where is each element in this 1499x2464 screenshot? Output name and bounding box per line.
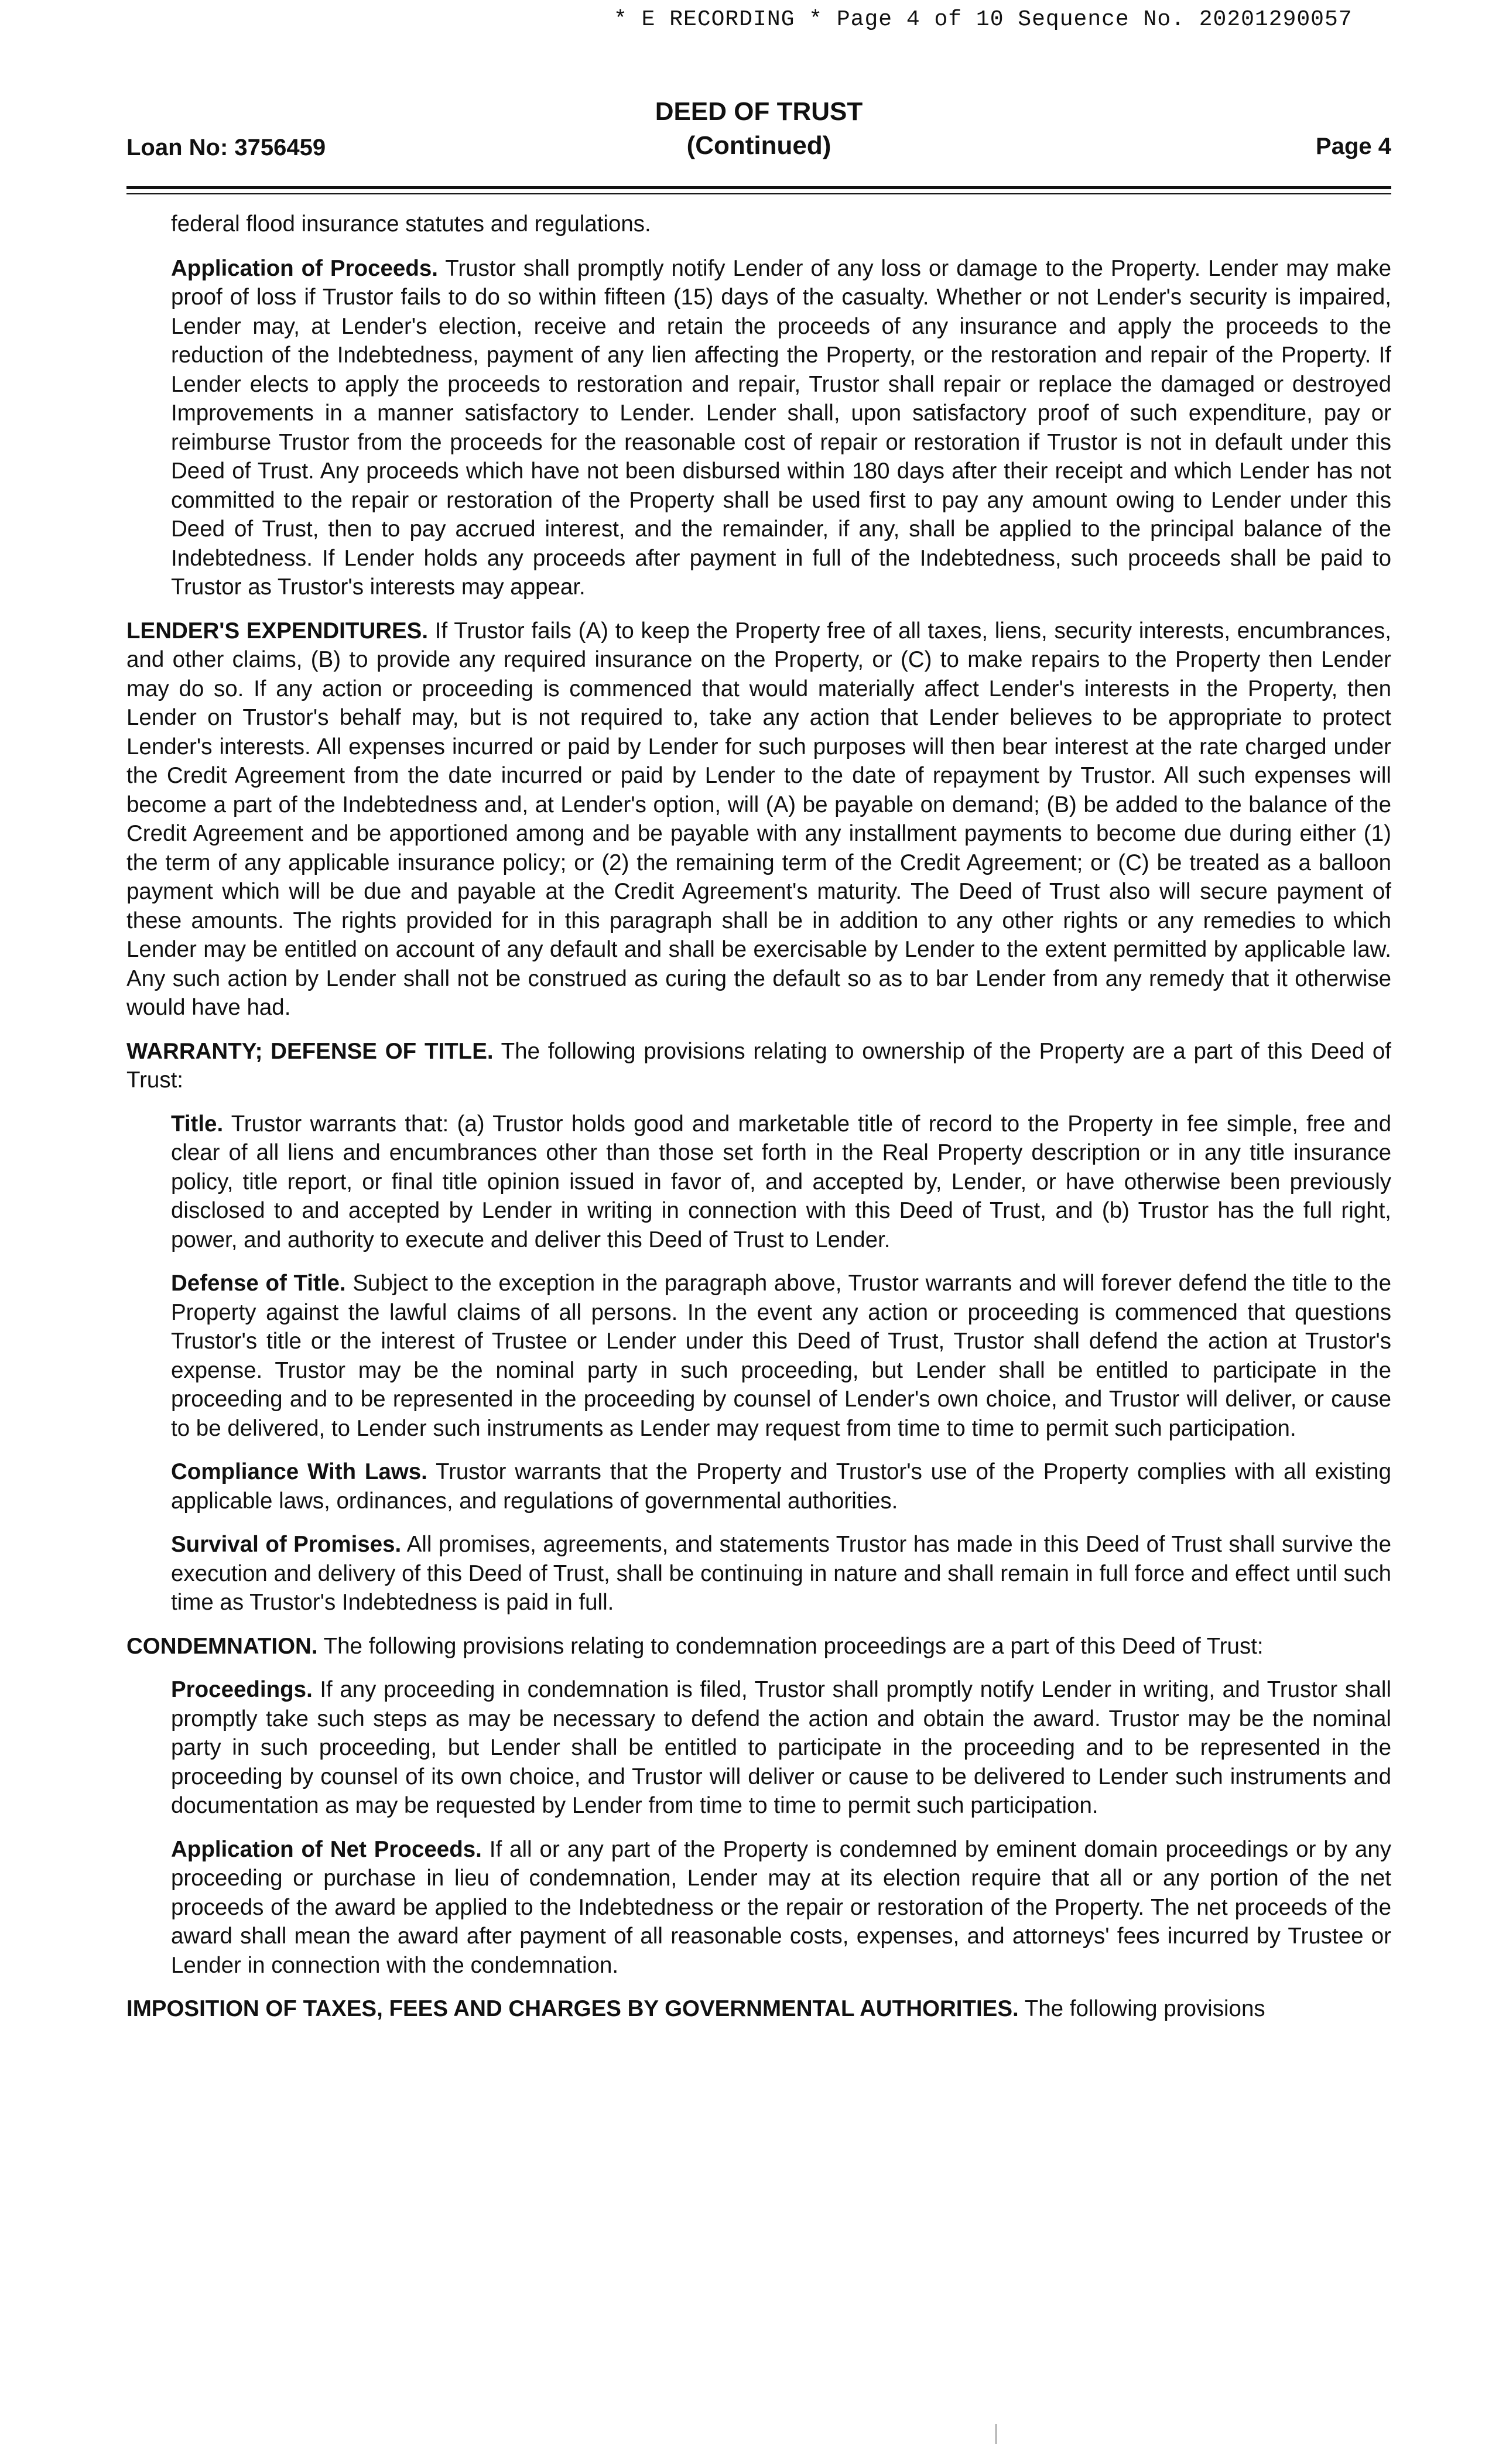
loan-number: Loan No: 3756459: [126, 135, 326, 160]
paragraph-text: federal flood insurance statutes and regulations.: [171, 211, 651, 237]
paragraph-title: [171, 1110, 1391, 1255]
paragraph-heading: Title.: [171, 1111, 224, 1137]
paragraph-heading: Application of Proceeds.: [171, 255, 438, 281]
paragraph-heading: Application of Net Proceeds.: [171, 1836, 482, 1862]
page-number: Page 4: [1316, 134, 1391, 159]
paragraph-text: If any proceeding in condemnation is filed, Trustor shall promptly notify Lender in writing, and Trustor shall promptly take such steps as may be necessary to defend the action and obtain the award. Trustor may be the nominal party in such proceeding, but Lender shall be entitled to participate in the proceeding and to be represented in the proceeding by counsel of its own choice, and Trustor will deliver or cause to be delivered to Lender such instruments and documentation as may be requested by Lender from time to time to permit such participation.: [171, 1677, 1391, 1818]
paragraph-text: The following provisions relating to ownership of the Property are a part of this Deed of Trust:: [126, 1038, 1391, 1093]
paragraph-warranty-defense-of-title: [126, 1037, 1391, 1095]
document-subtitle: (Continued): [686, 131, 831, 160]
document-body: [126, 210, 1391, 2038]
paragraph-application-of-net-proceeds: [171, 1835, 1391, 1980]
paragraph-survival-of-promises: [171, 1530, 1391, 1617]
paragraph-text: All promises, agreements, and statements Trustor has made in this Deed of Trust shall survive the execution and delivery of this Deed of Trust, shall be continuing in nature and shall remain in full force and effect until such time as Trustor's Indebtedness is paid in full.: [171, 1532, 1391, 1615]
recording-stamp: * E RECORDING * Page 4 of 10 Sequence No. 20201290057: [614, 7, 1353, 32]
paragraph-application-of-proceeds: [171, 254, 1391, 602]
paragraph-text: Trustor warrants that: (a) Trustor holds good and marketable title of record to the Property in fee simple, free and clear of all liens and encumbrances other than those set forth in the Real Property description or in any title insurance policy, title report, or final title opinion issued in favor of, and accepted by, Lender, or have otherwise been previously disclosed to and accepted by Lender in writing in connection with this Deed of Trust, and (b) Trustor has the full right, power, and authority to execute and deliver this Deed of Trust to Lender.: [171, 1111, 1391, 1252]
paragraph-lenders-expenditures: [126, 617, 1391, 1022]
paragraph-text: Subject to the exception in the paragraph above, Trustor warrants and will forever defend the title to the Property against the lawful claims of all persons. In the event any action or proceeding is commenced that questions Trustor's title or the interest of Trustee or Lender under this Deed of Trust, Trustor shall defend the action at Trustor's expense. Trustor may be the nominal party in such proceeding, but Lender shall be entitled to participate in the proceeding and to be represented in the proceeding by counsel of Lender's own choice, and Trustor will deliver, or cause to be delivered, to Lender such instruments as Lender may request from time to time to permit such participation.: [171, 1271, 1391, 1441]
paragraph-heading: Compliance With Laws.: [171, 1459, 427, 1484]
paragraph-text: The following provisions relating to condemnation proceedings are a part of this Deed of Trust:: [323, 1633, 1264, 1659]
paragraph-text: Trustor shall promptly notify Lender of any loss or damage to the Property. Lender may make proof of loss if Trustor fails to do so within fifteen (15) days of the casualty. Whether or not Lender's security is impaired, Lender may, at Lender's election, receive and retain the proceeds of any insurance and apply the proceeds to the reduction of the Indebtedness, payment of any lien affecting the Property, or the restoration and repair of the Property. If Lender elects to apply the proceeds to restoration and repair, Trustor shall repair or replace the damaged or destroyed Improvements in a manner satisfactory to Lender. Lender shall, upon satisfactory proof of such expenditure, pay or reimburse Trustor from the proceeds for the reasonable cost of repair or restoration if Trustor is not in default under this Deed of Trust. Any proceeds which have not been disbursed within 180 days after their receipt and which Lender has not committed to the repair or restoration of the Property shall be used first to pay any amount owing to Lender under this Deed of Trust, then to pay accrued interest, and the remainder, if any, shall be applied to the principal balance of the Indebtedness. If Lender holds any proceeds after payment in full of the Indebtedness, such proceeds shall be paid to Trustor as Trustor's interests may appear.: [171, 255, 1391, 600]
scan-mark: [995, 2424, 997, 2444]
paragraph-text: If all or any part of the Property is condemned by eminent domain proceedings or by any proceeding or purchase in lieu of condemnation, Lender may at its election require that all or any portion of the net proceeds of the award be applied to the Indebtedness or the repair or restoration of the Property. The net proceeds of the award shall mean the award after payment of all reasonable costs, expenses, and attorneys' fees incurred by Trustee or Lender in connection with the condemnation.: [171, 1836, 1391, 1978]
document-header: [126, 95, 1391, 171]
section-heading: CONDEMNATION.: [126, 1633, 318, 1659]
header-rule-thin: [126, 193, 1391, 194]
paragraph-heading: Defense of Title.: [171, 1271, 346, 1296]
paragraph-text: The following provisions: [1024, 1996, 1265, 2021]
paragraph-defense-of-title: [171, 1269, 1391, 1443]
paragraph-heading: Survival of Promises.: [171, 1532, 402, 1557]
document-title: DEED OF TRUST: [655, 97, 863, 126]
paragraph-imposition-of-taxes: [126, 1994, 1391, 2024]
paragraph-proceedings: [171, 1675, 1391, 1820]
paragraph-text: Trustor warrants that the Property and Trustor's use of the Property complies with all existing applicable laws, ordinances, and regulations of governmental authorities.: [171, 1459, 1391, 1514]
section-heading: LENDER'S EXPENDITURES.: [126, 618, 429, 644]
section-heading: WARRANTY; DEFENSE OF TITLE.: [126, 1038, 494, 1064]
header-rule-thick: [126, 186, 1391, 189]
section-heading: IMPOSITION OF TAXES, FEES AND CHARGES BY GOVERNMENTAL AUTHORITIES.: [126, 1996, 1019, 2021]
paragraph-heading: Proceedings.: [171, 1677, 313, 1702]
paragraph-text: If Trustor fails (A) to keep the Property free of all taxes, liens, security interests, encumbrances, and other claims, (B) to provide any required insurance on the Property, or (C) to make repairs to the Property then Lender may do so. If any action or proceeding is commenced that would materially affect Lender's interests in the Property, then Lender on Trustor's behalf may, but is not required to, take any action that Lender believes to be appropriate to protect Lender's interests. All expenses incurred or paid by Lender for such purposes will then bear interest at the rate charged under the Credit Agreement from the date incurred or paid by Lender to the date of repayment by Trustor. All such expenses will become a part of the Indebtedness and, at Lender's option, will (A) be payable on demand; (B) be added to the balance of the Credit Agreement and be apportioned among and be payable with any installment payments to become due during either (1) the term of any applicable insurance policy; or (2) the remaining term of the Credit Agreement; or (C) be treated as a balloon payment which will be due and payable at the Credit Agreement's maturity. The Deed of Trust also will secure payment of these amounts. The rights provided for in this paragraph shall be in addition to any other rights or any remedies to which Lender may be entitled on account of any default and shall be exercisable by Lender to the extent permitted by applicable law. Any such action by Lender shall not be construed as curing the default so as to bar Lender from any remedy that it otherwise would have had.: [126, 618, 1391, 1020]
document-title-block: [126, 95, 1391, 163]
paragraph-condemnation: [126, 1632, 1391, 1661]
paragraph-flood-insurance-end: [171, 210, 1391, 239]
paragraph-compliance-with-laws: [171, 1457, 1391, 1515]
